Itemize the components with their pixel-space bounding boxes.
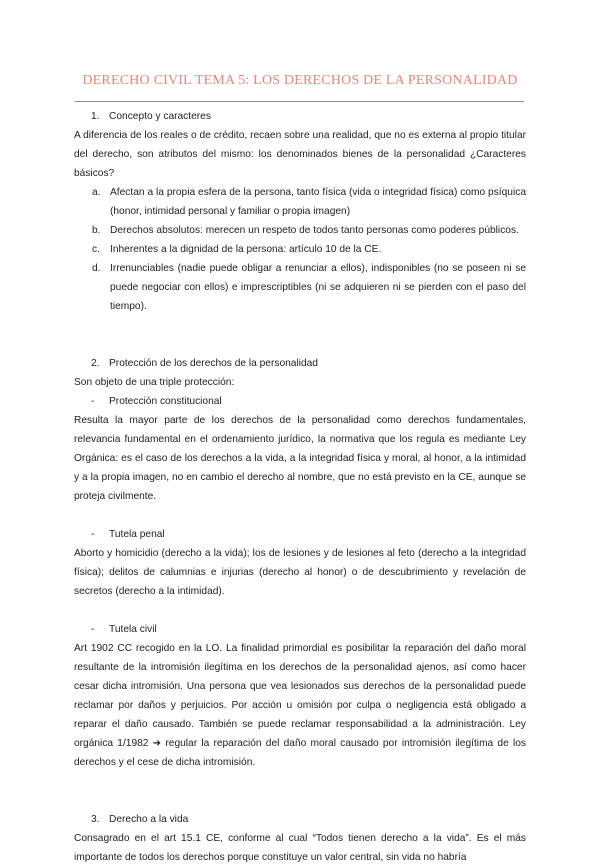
section-3-title: Derecho a la vida [109,814,189,825]
spacer [74,316,526,354]
section-2-number: 2. [91,358,100,369]
title-divider [75,101,524,102]
section-2-heading [74,354,526,373]
section-2-intro: Son objeto de una triple protección: [74,377,235,388]
list-item-text: Derechos absolutos: merecen un respeto de todos tanto personas como poderes públicos. [110,225,519,236]
section-3-paragraph: Consagrado en el art 15.1 CE, conforme al cual “Todos tienen derecho a la vida”. Es el más importante de todos los derechos porque constituye un valor central, sin vida no habría [74,833,526,863]
penal-paragraph: Aborto y homicidio (derecho a la vida); los de lesiones y de lesiones al feto (derecho a la integridad física); delitos de calumnias e injurias (derecho al honor) o de descubrimiento y revelación de secretos (derecho a la intimidad). [74,548,526,597]
spacer [74,601,526,620]
characteristics-list [74,183,526,316]
section-1-title: Concepto y caracteres [109,111,211,122]
spacer [74,772,526,810]
section-3-number: 3. [91,814,100,825]
list-item-text: Inherentes a la dignidad de la persona: artículo 10 de la CE. [110,244,382,255]
section-3-heading [74,810,526,829]
list-item-text: Afectan a la propia esfera de la persona, tanto física (vida o integridad física) como psíquica (honor, intimidad personal y familiar o propia imagen) [110,187,526,217]
subheading-penal-label: Tutela penal [109,529,165,540]
subheading-constitutional-label: Protección constitucional [109,396,222,407]
list-item-marker: c. [92,244,100,255]
document-body [74,107,526,867]
section-2-title: Protección de los derechos de la personalidad [109,358,318,369]
section-1-number: 1. [91,111,100,122]
list-item [74,183,526,221]
dash-bullet: - [91,624,95,635]
list-item-marker: d. [92,263,101,274]
list-item-marker: b. [92,225,101,236]
spacer [74,506,526,525]
section-1-heading [74,107,526,126]
section-1-intro: A diferencia de los reales o de crédito, recaen sobre una realidad, que no es externa al propio titular del derecho, son atributos del mismo: los denominados bienes de la personalidad ¿Caracteres básicos? [74,130,526,179]
dash-bullet: - [91,396,95,407]
civil-paragraph: Art 1902 CC recogido en la LO. La finalidad primordial es posibilitar la reparación del daño moral resultante de la intromisión ilegítima en los derechos de la personalidad ajenos, así como hacer cesar dicha intromisión. Una persona que vea lesionados sus derechos de la personalidad puede reclamar por daños y perjuicios. Por acción u omisión por culpa o negligencia está obligado a reparar el daño causado. También se puede reclamar responsabilidad a la administración. Ley orgánica 1/1982 ➜ regular la reparación del daño moral causado por intromisión ilegítima de los derechos y el cese de dicha intromisión. [74,643,526,768]
constitutional-paragraph: Resulta la mayor parte de los derechos de la personalidad como derechos fundamentales, relevancia fundamental en el ordenamiento jurídico, la normativa que los regula es mediante Ley Orgánica: es el caso de los derechos a la vida, a la integridad física y moral, al honor, a la intimidad y a la propia imagen, no en cambio el derecho al nombre, que no está previsto en la CE, aunque se proteja civilmente. [74,415,526,502]
list-item [74,259,526,316]
dash-bullet: - [91,529,95,540]
list-item-marker: a. [92,187,101,198]
subheading-civil [74,620,526,639]
subheading-civil-label: Tutela civil [109,624,157,635]
list-item-text: Irrenunciables (nadie puede obligar a renunciar a ellos), indisponibles (no se poseen ni se puede negociar con ellos) e imprescriptibles (ni se adquieren ni se pierden con el paso del tiempo). [110,263,526,312]
list-item [74,221,526,240]
subheading-penal [74,525,526,544]
list-item [74,240,526,259]
document-title: DERECHO CIVIL TEMA 5: LOS DERECHOS DE LA PERSONALIDAD [82,73,518,88]
subheading-constitutional [74,392,526,411]
